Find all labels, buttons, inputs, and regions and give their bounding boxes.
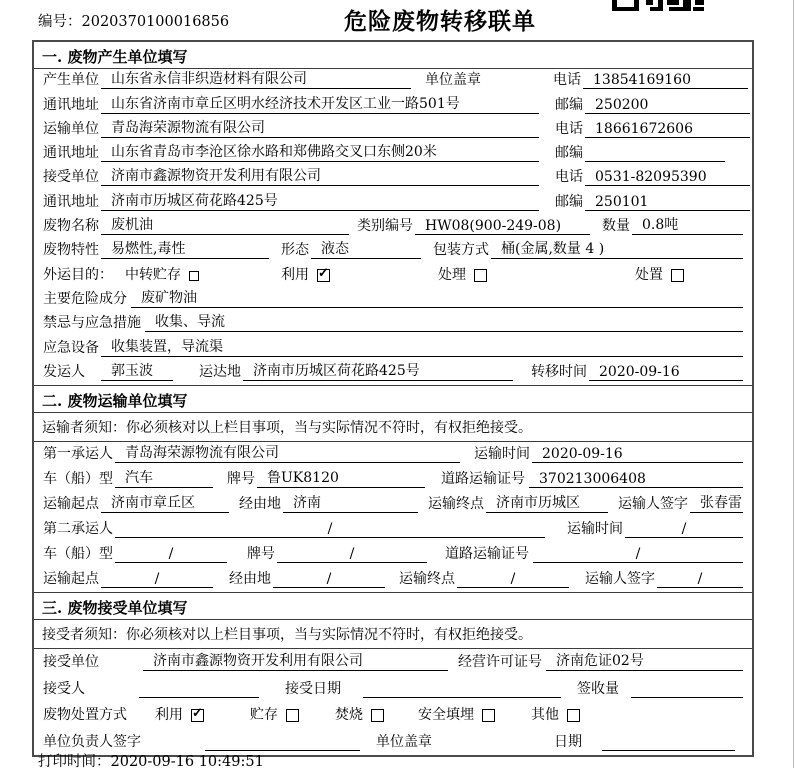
route-end2-value: / bbox=[457, 571, 569, 588]
option-utilize: 利用 bbox=[281, 266, 309, 283]
disposal-method-row bbox=[34, 702, 752, 729]
checkbox-storage bbox=[286, 709, 299, 722]
transfer-time-label: 转移时间 bbox=[531, 363, 587, 380]
hazard-component-label: 主要危险成分 bbox=[43, 290, 127, 307]
producer-unit-value: 山东省永信非织造材料有限公司 bbox=[101, 68, 411, 89]
option-utilize: 利用 bbox=[155, 707, 183, 724]
option-dispose: 处置 bbox=[635, 266, 663, 283]
address-label: 通讯地址 bbox=[43, 193, 99, 210]
waste-qty-label: 数量 bbox=[602, 218, 630, 235]
unit-stamp-label: 单位盖章 bbox=[376, 733, 432, 750]
producer-address-value: 山东省济南市章丘区明水经济技术开发区工业一路501号 bbox=[101, 93, 539, 114]
transport-unit-value: 青岛海荣源物流有限公司 bbox=[101, 117, 539, 138]
destination-label: 运达地 bbox=[199, 363, 241, 380]
vehicle2-row bbox=[34, 542, 752, 567]
route-end-label: 运输终点 bbox=[428, 495, 484, 512]
transport-zip-value bbox=[585, 161, 725, 162]
waste-form-label: 形态 bbox=[281, 242, 309, 259]
doc-number-value: 2020370100016856 bbox=[81, 14, 230, 30]
checkbox-treat bbox=[474, 269, 487, 282]
vehicle-type-value: 汽车 bbox=[115, 467, 213, 488]
checkbox-utilize bbox=[191, 709, 204, 722]
route-via-label: 经由地 bbox=[229, 570, 271, 587]
emergency-measures-value: 收集、导流 bbox=[145, 311, 743, 332]
receiver-notice: 接受者须知：你必须核对以上栏目事项，当与实际情况不符时，有权拒绝接受。 bbox=[34, 620, 752, 649]
vehicle-type2-value: / bbox=[115, 546, 227, 563]
option-incinerate: 焚烧 bbox=[335, 707, 363, 724]
transport-address-value: 山东省青岛市李沧区徐水路和郑佛路交叉口东侧20米 bbox=[101, 141, 539, 162]
accept-date-label: 接受日期 bbox=[285, 680, 341, 697]
second-carrier-value: / bbox=[115, 521, 545, 538]
route2-row bbox=[34, 567, 752, 592]
plate-value: 鲁UK8120 bbox=[257, 467, 425, 488]
signed-qty-value bbox=[631, 697, 743, 698]
receiver-address-value: 济南市历城区荷花路425号 bbox=[101, 190, 539, 211]
receiver-unit-label: 接受单位 bbox=[43, 169, 99, 186]
plate-label: 牌号 bbox=[247, 545, 275, 562]
receiver-zip-value: 250101 bbox=[585, 194, 750, 211]
section3-header: 三. 废物接受单位填写 bbox=[34, 592, 752, 620]
packing-value: 桶(金属,数量 4 ) bbox=[491, 238, 743, 259]
hazard-component-row bbox=[34, 288, 752, 312]
receiver-phone-value: 0531-82095390 bbox=[585, 169, 750, 186]
second-carrier-label: 第二承运人 bbox=[43, 520, 113, 537]
date-label: 日期 bbox=[554, 733, 582, 750]
transport-time-label: 运输时间 bbox=[474, 445, 530, 462]
address-label: 通讯地址 bbox=[43, 96, 99, 113]
dispatcher-label: 发运人 bbox=[43, 363, 85, 380]
emergency-equipment-row bbox=[34, 336, 752, 360]
section1-header: 一. 废物产生单位填写 bbox=[34, 42, 752, 69]
dispatcher-row bbox=[34, 361, 752, 385]
producer-zip-value: 250200 bbox=[585, 97, 750, 114]
receiver-unit-value: 济南市鑫源物资开发利用有限公司 bbox=[101, 165, 539, 186]
route-via2-value: / bbox=[273, 571, 385, 588]
plate2-value: / bbox=[277, 546, 427, 563]
acceptor-value bbox=[139, 697, 259, 698]
vehicle-type-label: 车（船）型 bbox=[43, 470, 113, 487]
receiver-address-row bbox=[34, 190, 752, 214]
waste-name-row bbox=[34, 215, 752, 239]
transport-time-value: 2020-09-16 bbox=[532, 446, 743, 463]
producer-unit-label: 产生单位 bbox=[43, 72, 99, 89]
address-label: 通讯地址 bbox=[43, 145, 99, 162]
date-value bbox=[602, 750, 735, 751]
carrier-sign-value: 张春雷 bbox=[690, 492, 743, 513]
signed-qty-label: 签收量 bbox=[577, 680, 619, 697]
business-permit-label: 经营许可证号 bbox=[458, 654, 542, 671]
transport-time2-value: / bbox=[625, 521, 743, 538]
accept-date-value bbox=[363, 697, 561, 698]
accept-unit-label: 接受单位 bbox=[43, 654, 99, 671]
page-title: 危险废物转移联单 bbox=[344, 8, 536, 35]
route1-row bbox=[34, 492, 752, 517]
checkbox-other bbox=[567, 709, 580, 722]
route-via-value: 济南 bbox=[283, 492, 418, 513]
plate-label: 牌号 bbox=[227, 470, 255, 487]
vehicle1-row bbox=[34, 467, 752, 492]
first-carrier-row bbox=[34, 442, 752, 467]
transfer-purpose-label: 外运目的： bbox=[43, 266, 113, 283]
emergency-equipment-value: 收集装置，导流渠 bbox=[101, 336, 743, 357]
zip-label: 邮编 bbox=[555, 145, 583, 162]
checkbox-dispose bbox=[671, 269, 684, 282]
route-end-label: 运输终点 bbox=[399, 570, 455, 587]
first-carrier-label: 第一承运人 bbox=[43, 445, 113, 462]
waste-character-row bbox=[34, 239, 752, 263]
dispatcher-value: 郭玉波 bbox=[101, 360, 173, 381]
section2-header: 二. 废物运输单位填写 bbox=[34, 385, 752, 413]
waste-character-label: 废物特性 bbox=[43, 242, 99, 259]
packing-label: 包装方式 bbox=[433, 242, 489, 259]
window-edge-line bbox=[793, 0, 794, 768]
doc-number bbox=[38, 10, 229, 31]
waste-qty-value: 0.8吨 bbox=[632, 214, 743, 235]
phone-label: 电话 bbox=[553, 72, 581, 89]
transport-unit-label: 运输单位 bbox=[43, 120, 99, 137]
transporter-notice: 运输者须知：你必须核对以上栏目事项，当与实际情况不符时，有权拒绝接受。 bbox=[34, 413, 752, 442]
unit-stamp-label: 单位盖章 bbox=[425, 72, 481, 89]
second-carrier-row bbox=[34, 517, 752, 542]
waste-name-value: 废机油 bbox=[101, 214, 349, 235]
emergency-measures-label: 禁忌与应急措施 bbox=[43, 315, 141, 332]
option-storage: 贮存 bbox=[250, 707, 278, 724]
route-start2-value: / bbox=[101, 571, 213, 588]
first-carrier-value: 青岛海荣源物流有限公司 bbox=[115, 442, 460, 463]
emergency-equipment-label: 应急设备 bbox=[43, 339, 99, 356]
zip-label: 邮编 bbox=[555, 193, 583, 210]
option-transit-storage: 中转贮存 bbox=[125, 266, 181, 283]
destination-value: 济南市历城区荷花路425号 bbox=[243, 360, 513, 381]
road-permit-label: 道路运输证号 bbox=[445, 545, 529, 562]
transport-unit-row bbox=[34, 118, 752, 142]
waste-code-label: 类别编号 bbox=[357, 218, 413, 235]
route-start-label: 运输起点 bbox=[43, 495, 99, 512]
vehicle-type-label: 车（船）型 bbox=[43, 545, 113, 562]
waste-character-value: 易燃性,毒性 bbox=[101, 238, 269, 259]
print-time-value: 2020-09-16 10:49:51 bbox=[110, 754, 264, 770]
print-time-label: 打印时间： bbox=[38, 754, 111, 770]
responsible-signature-label: 单位负责人签字 bbox=[43, 733, 141, 750]
option-landfill: 安全填埋 bbox=[418, 707, 474, 724]
accept-unit-row bbox=[34, 649, 752, 676]
route-start-label: 运输起点 bbox=[43, 570, 99, 587]
road-permit2-value: / bbox=[533, 546, 743, 563]
route-end-value: 济南市历城区 bbox=[486, 492, 608, 513]
qr-code-fragment bbox=[612, 0, 704, 12]
phone-label: 电话 bbox=[555, 120, 583, 137]
acceptor-label: 接受人 bbox=[43, 680, 85, 697]
checkbox-incinerate bbox=[371, 709, 384, 722]
phone-label: 电话 bbox=[555, 169, 583, 186]
road-permit-value: 370213006408 bbox=[529, 471, 743, 488]
carrier-sign-label: 运输人签字 bbox=[585, 570, 655, 587]
business-permit-value: 济南危证02号 bbox=[546, 650, 743, 671]
hazard-component-value: 废矿物油 bbox=[131, 287, 743, 308]
producer-unit-row bbox=[34, 69, 752, 93]
transfer-manifest-form bbox=[32, 40, 754, 757]
disposal-method-label: 废物处置方式 bbox=[43, 707, 127, 724]
waste-code-value: HW08(900-249-08) bbox=[415, 218, 590, 235]
doc-number-label: 编号： bbox=[38, 14, 82, 30]
road-permit-label: 道路运输证号 bbox=[441, 470, 525, 487]
checkbox-landfill bbox=[482, 709, 495, 722]
route-via-label: 经由地 bbox=[239, 495, 281, 512]
option-other: 其他 bbox=[531, 707, 559, 724]
checkbox-transit-storage bbox=[189, 271, 199, 281]
transport-address-row bbox=[34, 142, 752, 166]
checkbox-utilize bbox=[317, 269, 330, 282]
transfer-time-value: 2020-09-16 bbox=[589, 364, 743, 381]
transport-phone-value: 18661672606 bbox=[585, 121, 750, 138]
transfer-purpose-row bbox=[34, 263, 752, 287]
producer-phone-value: 13854169160 bbox=[583, 72, 748, 89]
producer-address-row bbox=[34, 93, 752, 117]
waste-name-label: 废物名称 bbox=[43, 218, 99, 235]
waste-form-value: 液态 bbox=[311, 238, 421, 259]
route-start-value: 济南市章丘区 bbox=[101, 492, 229, 513]
acceptor-row bbox=[34, 675, 752, 702]
accept-unit-value: 济南市鑫源物资开发利用有限公司 bbox=[143, 650, 448, 671]
receiver-unit-row bbox=[34, 166, 752, 190]
option-treat: 处理 bbox=[438, 266, 466, 283]
transport-time-label: 运输时间 bbox=[567, 520, 623, 537]
emergency-measures-row bbox=[34, 312, 752, 336]
carrier-sign2-value: / bbox=[657, 571, 743, 588]
zip-label: 邮编 bbox=[555, 96, 583, 113]
carrier-sign-label: 运输人签字 bbox=[618, 495, 688, 512]
